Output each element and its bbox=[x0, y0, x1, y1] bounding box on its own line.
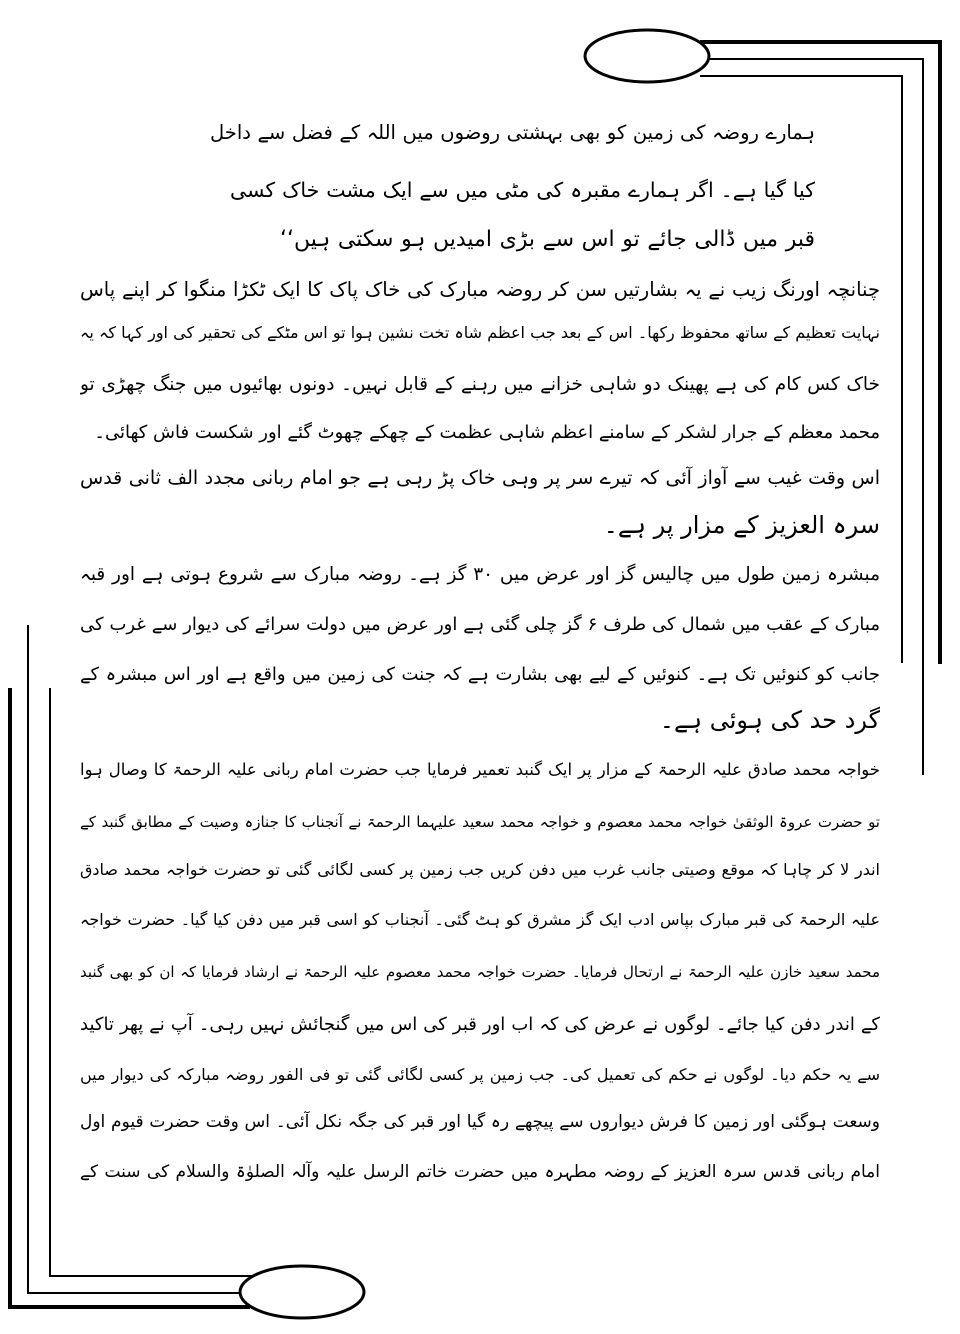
text-line: وسعت ہوگئی اور زمین کا فرش دیواروں سے پیچھے رہ گیا اور قبر کی جگہ نکل آئی۔ اس وقت حضرت قیوم اول bbox=[80, 1112, 880, 1132]
text-line: علیہ الرحمۃ کی قبر مبارک بپاس ادب ایک گز مشرق کو ہٹ گئی۔ آنجناب کو اسی قبر میں دفن کیا گیا۔ حضرت خواجہ bbox=[80, 910, 880, 929]
text-line: مبارک کے عقب میں شمال کی طرف ۶ گز چلی گئی ہے اور عرض میں دولت سرائے کی دیوار سے غرب کی bbox=[80, 614, 880, 635]
text-line: سرہ العزیز کے مزار پر ہے۔ bbox=[603, 511, 880, 539]
text-line: جانب کو کنوئیں تک ہے۔ کنوئیں کے لیے بھی بشارت ہے کہ جنت کی زمین میں واقع ہے اور اس مبشرہ کے bbox=[80, 664, 880, 685]
quote-line: قبر میں ڈالی جائے تو اس سے بڑی امیدیں ہو سکتی ہیں‘‘ bbox=[280, 227, 815, 252]
text-line: اس وقت غیب سے آواز آئی کہ تیرے سر پر وہی خاک پڑ رہی ہے جو امام ربانی مجدد الف ثانی قدس bbox=[80, 467, 880, 489]
quote-line: کیا گیا ہے۔ اگر ہمارے مقبرہ کی مٹی میں سے ایک مشت خاک کسی bbox=[230, 178, 815, 202]
text-line: سے یہ حکم دیا۔ لوگوں نے حکم کی تعمیل کی۔ جب زمین پر کسی لگائی گئی تو فی الفور روضہ مبارکہ کی دیوار میں bbox=[80, 1065, 880, 1084]
text-line: نہایت تعظیم کے ساتھ محفوظ رکھا۔ اس کے بعد جب اعظم شاہ تخت نشین ہوا تو اس مٹکے کی تحقیر کی اور کہا کہ یہ bbox=[80, 323, 880, 342]
text-line: امام ربانی قدس سرہ العزیز کے روضہ مطہرہ میں حضرت خاتم الرسل علیہ وآلہ الصلوٰۃ والسلام کی سنت کے bbox=[80, 1162, 880, 1182]
text-line: خواجہ محمد صادق علیہ الرحمۃ کے مزار پر ایک گنبد تعمیر فرمایا جب حضرت امام ربانی علیہ الرحمۃ کا وصال ہوا bbox=[80, 760, 880, 779]
text-line: اندر لا کر چاہا کہ موقع وصیتی جانب غرب میں دفن کریں جب زمین پر کسی لگائی گئی تو حضرت خواجہ محمد صادق bbox=[80, 860, 880, 879]
text-line: محمد معظم کے جرار لشکر کے سامنے اعظم شاہی عظمت کے چھکے چھوٹ گئے اور شکست فاش کھائی۔ bbox=[94, 422, 880, 443]
text-line: چنانچہ اورنگ زیب نے یہ بشارتیں سن کر روضہ مبارک کی خاک پاک کا ایک ٹکڑا منگوا کر اپنے پاس bbox=[80, 278, 880, 301]
text-line: گرد حد کی ہوئی ہے۔ bbox=[659, 706, 880, 734]
text-line: خاک کس کام کی ہے پھینک دو شاہی خزانے میں رہنے کے قابل نہیں۔ دونوں بھائیوں میں جنگ چھڑی تو bbox=[80, 374, 880, 395]
text-line: مبشرہ زمین طول میں چالیس گز اور عرض میں ۳۰ گز ہے۔ روضہ مبارک سے شروع ہوتی ہے اور قبہ bbox=[80, 564, 880, 585]
text-line: تو حضرت عروۃ الوثقیٰ خواجہ محمد معصوم و خواجہ محمد سعید علیہما الرحمۃ نے آنجناب کا جنازہ وصیت کے مطابق گنبد کے bbox=[80, 813, 880, 831]
text-line: محمد سعید خازن علیہ الرحمۃ نے ارتحال فرمایا۔ حضرت خواجہ محمد معصوم علیہ الرحمۃ نے ارشاد فرمایا کہ ان کو بھی گنبد bbox=[80, 963, 880, 981]
top-ornament-oval bbox=[585, 30, 709, 82]
text-line: کے اندر دفن کیا جائے۔ لوگوں نے عرض کی کہ اب اور قبر کی اس میں گنجائش نہیں رہی۔ آپ نے پھر تاکید bbox=[80, 1014, 880, 1035]
quote-line: ہمارے روضہ کی زمین کو بھی بہشتی روضوں میں اللہ کے فضل سے داخل bbox=[210, 121, 815, 144]
bottom-ornament-oval bbox=[240, 1266, 364, 1318]
